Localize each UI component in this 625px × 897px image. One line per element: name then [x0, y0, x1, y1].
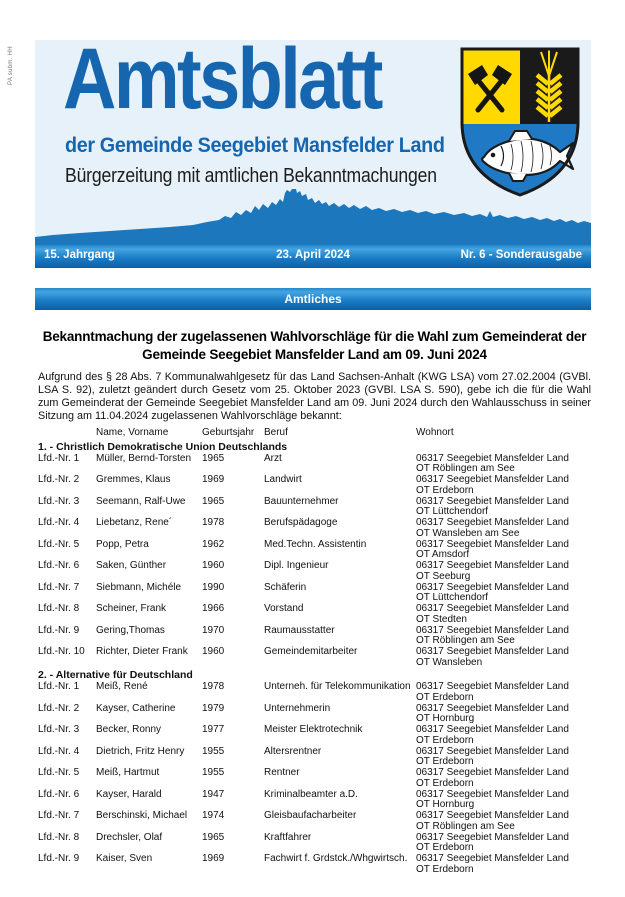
residence — [416, 725, 591, 746]
party-section-title: 1. - Christlich Demokratische Union Deutschlands — [38, 440, 288, 453]
residence-city: 06317 Seegebiet Mansfelder Land — [416, 452, 569, 464]
row-number: Lfd.-Nr. 10 — [38, 646, 85, 657]
col-header-name: Name, Vorname — [96, 427, 169, 438]
candidate-name: Müller, Bernd-Torsten — [96, 452, 192, 464]
birth-year: 1966 — [202, 603, 225, 614]
residence — [416, 604, 591, 625]
profession: Vorstand — [264, 603, 304, 614]
residence-city: 06317 Seegebiet Mansfelder Land — [416, 724, 569, 735]
residence-city: 06317 Seegebiet Mansfelder Land — [416, 603, 569, 614]
residence — [416, 768, 591, 789]
birth-year: 1974 — [202, 810, 225, 821]
birth-year: 1962 — [202, 538, 225, 550]
residence-city: 06317 Seegebiet Mansfelder Land — [416, 681, 569, 692]
table-row — [38, 626, 591, 647]
birth-year: 1969 — [202, 853, 225, 864]
candidate-name: Kayser, Catherine — [96, 702, 176, 714]
residence-district: OT Lüttchendorf — [416, 506, 489, 517]
table-row — [38, 454, 591, 475]
issue-label: Nr. 6 - Sonderausgabe — [460, 249, 582, 261]
candidate-name: Gremmes, Klaus — [96, 474, 171, 485]
table-row — [38, 790, 591, 811]
table-row — [38, 704, 591, 725]
candidate-name: Popp, Petra — [96, 538, 149, 550]
residence-city: 06317 Seegebiet Mansfelder Land — [416, 767, 569, 778]
profession: Altersrentner — [264, 745, 322, 757]
residence-district: OT Röblingen am See — [416, 463, 515, 474]
candidate-name: Gering,Thomas — [96, 624, 165, 636]
row-number: Lfd.-Nr. 7 — [38, 810, 80, 821]
residence — [416, 647, 591, 668]
residence-district: OT Erdeborn — [416, 777, 474, 789]
residence — [416, 704, 591, 725]
residence-district: OT Erdeborn — [416, 756, 474, 767]
residence — [416, 854, 591, 875]
birth-year: 1979 — [202, 702, 225, 714]
residence-city: 06317 Seegebiet Mansfelder Land — [416, 646, 569, 657]
row-number: Lfd.-Nr. 6 — [38, 560, 80, 571]
candidate-name: Scheiner, Frank — [96, 603, 167, 614]
profession: Raumausstatter — [264, 624, 335, 636]
announcement-article — [38, 328, 591, 876]
masthead — [35, 31, 591, 268]
birth-year: 1970 — [202, 624, 225, 636]
municipal-crest-icon — [455, 44, 585, 202]
residence — [416, 682, 591, 703]
residence-district: OT Seeburg — [416, 570, 471, 582]
table-row — [38, 682, 591, 703]
residence-district: OT Wansleben am See — [416, 527, 520, 539]
residence — [416, 540, 591, 561]
residence-city: 06317 Seegebiet Mansfelder Land — [416, 624, 569, 636]
residence-city: 06317 Seegebiet Mansfelder Land — [416, 517, 569, 528]
birth-year: 1955 — [202, 745, 225, 757]
table-row — [38, 725, 591, 746]
row-number: Lfd.-Nr. 8 — [38, 603, 80, 614]
row-number: Lfd.-Nr. 2 — [38, 474, 80, 485]
candidate-name: Kayser, Harald — [96, 788, 162, 800]
table-row — [38, 475, 591, 496]
profession: Fachwirt f. Grdstck./Whgwirtsch. — [264, 853, 408, 864]
announcement-title: Bekanntmachung der zugelassenen Wahlvorschläge für die Wahl zum Gemeinderat der Gemeinde Seegebiet Mansfelder Land am 09. Juni 2024 — [42, 329, 587, 362]
party-section-title: 2. - Alternative für Deutschland — [38, 669, 193, 681]
residence-city: 06317 Seegebiet Mansfelder Land — [416, 702, 569, 714]
residence-district: OT Lüttchendorf — [416, 592, 489, 603]
candidate-name: Meiß, Hartmut — [96, 767, 160, 778]
row-number: Lfd.-Nr. 9 — [38, 853, 80, 864]
residence-district: OT Hornburg — [416, 799, 475, 810]
residence — [416, 626, 591, 647]
table-row — [38, 561, 591, 582]
table-row — [38, 518, 591, 539]
table-row — [38, 768, 591, 789]
table-row — [38, 811, 591, 832]
section-bar-amtliches: Amtliches — [35, 288, 591, 310]
residence — [416, 811, 591, 832]
profession: Schäferin — [264, 581, 307, 593]
candidate-table — [38, 428, 591, 875]
residence-city: 06317 Seegebiet Mansfelder Land — [416, 810, 569, 821]
table-header-row — [38, 428, 591, 439]
row-number: Lfd.-Nr. 4 — [38, 745, 80, 757]
profession: Med.Techn. Assistentin — [264, 538, 367, 550]
row-number: Lfd.-Nr. 6 — [38, 788, 80, 800]
birth-year: 1965 — [202, 495, 225, 507]
row-number: Lfd.-Nr. 8 — [38, 831, 80, 843]
candidate-name: Drechsler, Olaf — [96, 831, 163, 843]
residence — [416, 790, 591, 811]
profession: Bauunternehmer — [264, 495, 339, 507]
residence — [416, 583, 591, 604]
row-number: Lfd.-Nr. 3 — [38, 495, 80, 507]
birth-year: 1969 — [202, 474, 225, 485]
residence-district: OT Amsdorf — [416, 549, 470, 560]
candidate-name: Berschinski, Michael — [96, 810, 188, 821]
candidate-name: Becker, Ronny — [96, 724, 162, 735]
profession: Berufspädagoge — [264, 517, 338, 528]
residence-city: 06317 Seegebiet Mansfelder Land — [416, 788, 569, 800]
residence-district: OT Wansleben — [416, 656, 483, 668]
col-spacer — [38, 428, 96, 439]
residence-district: OT Erdeborn — [416, 842, 474, 853]
profession: Rentner — [264, 767, 300, 778]
row-number: Lfd.-Nr. 2 — [38, 702, 80, 714]
profession: Kriminalbeamter a.D. — [264, 788, 358, 800]
birth-year: 1955 — [202, 767, 225, 778]
table-row — [38, 747, 591, 768]
birth-year: 1960 — [202, 646, 225, 657]
birth-year: 1977 — [202, 724, 225, 735]
profession: Unternehmerin — [264, 702, 331, 714]
residence-city: 06317 Seegebiet Mansfelder Land — [416, 745, 569, 757]
gazette-subtitle: der Gemeinde Seegebiet Mansfelder Land — [65, 133, 445, 157]
col-header-year: Geburtsjahr — [202, 427, 255, 438]
issue-info-bar — [35, 245, 591, 268]
residence-district: OT Erdeborn — [416, 484, 474, 496]
row-number: Lfd.-Nr. 4 — [38, 517, 80, 528]
town-skyline — [35, 187, 591, 245]
row-number: Lfd.-Nr. 1 — [38, 681, 80, 692]
table-row — [38, 854, 591, 875]
residence — [416, 497, 591, 518]
candidate-name: Saken, Günther — [96, 560, 167, 571]
candidate-name: Siebmann, Michéle — [96, 581, 182, 593]
row-number: Lfd.-Nr. 5 — [38, 767, 80, 778]
row-number: Lfd.-Nr. 7 — [38, 581, 80, 593]
volume-label: 15. Jahrgang — [44, 249, 115, 261]
candidate-name: Meiß, René — [96, 681, 148, 692]
profession: Meister Elektrotechnik — [264, 724, 363, 735]
residence — [416, 561, 591, 582]
profession: Landwirt — [264, 474, 302, 485]
col-header-city: Wohnort — [416, 427, 454, 438]
residence-city: 06317 Seegebiet Mansfelder Land — [416, 853, 569, 864]
residence — [416, 475, 591, 496]
table-row — [38, 583, 591, 604]
table-row — [38, 647, 591, 668]
candidate-name: Kaiser, Sven — [96, 853, 153, 864]
residence-city: 06317 Seegebiet Mansfelder Land — [416, 495, 569, 507]
residence-city: 06317 Seegebiet Mansfelder Land — [416, 831, 569, 843]
birth-year: 1960 — [202, 560, 225, 571]
residence — [416, 454, 591, 475]
residence — [416, 518, 591, 539]
table-row — [38, 497, 591, 518]
residence-district: OT Röblingen am See — [416, 820, 515, 832]
birth-year: 1978 — [202, 681, 225, 692]
table-row — [38, 604, 591, 625]
residence-district: OT Röblingen am See — [416, 635, 515, 646]
candidate-name: Seemann, Ralf-Uwe — [96, 495, 186, 507]
birth-year: 1990 — [202, 581, 225, 593]
profession: Unterneh. für Telekommunikation — [264, 681, 411, 692]
table-row — [38, 833, 591, 854]
candidate-table-body — [38, 441, 591, 876]
residence — [416, 833, 591, 854]
birth-year: 1965 — [202, 831, 225, 843]
residence-city: 06317 Seegebiet Mansfelder Land — [416, 560, 569, 571]
announcement-intro: Aufgrund des § 28 Abs. 7 Kommunalwahlgesetz für das Land Sachsen-Anhalt (KWG LSA) vom 27.02.2004 (GVBl. LSA S. 92), zuletzt geändert durch Gesetz vom 25. Oktober 2023 (GVBl. LSA S. 590), gebe ich die für die Wahl zum Gemeinderat der Gemeinde Seegebiet Mansfelder Land am 09. Juni 2024 durch den Wahlausschuss in seiner Sitzung am 11.04.2024 zugelassenen Wahlvorschläge bekannt: — [38, 371, 591, 422]
residence-district: OT Erdeborn — [416, 863, 474, 875]
profession: Arzt — [264, 452, 282, 464]
gazette-title: Amtsblatt — [63, 31, 381, 127]
birth-year: 1978 — [202, 517, 225, 528]
table-row — [38, 540, 591, 561]
profession: Dipl. Ingenieur — [264, 560, 329, 571]
profession: Gleisbaufacharbeiter — [264, 810, 357, 821]
residence-district: OT Stedten — [416, 613, 467, 625]
date-label: 23. April 2024 — [276, 249, 350, 261]
row-number: Lfd.-Nr. 9 — [38, 624, 80, 636]
birth-year: 1965 — [202, 452, 225, 464]
row-number: Lfd.-Nr. 3 — [38, 724, 80, 735]
candidate-name: Dietrich, Fritz Henry — [96, 745, 185, 757]
row-number: Lfd.-Nr. 5 — [38, 538, 80, 550]
profession: Gemeindemitarbeiter — [264, 646, 358, 657]
gazette-tagline: Bürgerzeitung mit amtlichen Bekanntmachungen — [65, 165, 437, 187]
residence-city: 06317 Seegebiet Mansfelder Land — [416, 538, 569, 550]
residence-city: 06317 Seegebiet Mansfelder Land — [416, 474, 569, 485]
residence — [416, 747, 591, 768]
birth-year: 1947 — [202, 788, 225, 800]
col-header-job: Beruf — [264, 427, 288, 438]
candidate-name: Richter, Dieter Frank — [96, 646, 188, 657]
profession: Kraftfahrer — [264, 831, 312, 843]
residence-city: 06317 Seegebiet Mansfelder Land — [416, 581, 569, 593]
residence-district: OT Hornburg — [416, 713, 475, 724]
candidate-name: Liebetanz, Rene´ — [96, 517, 173, 528]
printer-registration-note: PA subm. HH — [8, 46, 14, 85]
residence-district: OT Erdeborn — [416, 734, 474, 746]
residence-district: OT Erdeborn — [416, 691, 474, 703]
row-number: Lfd.-Nr. 1 — [38, 452, 80, 464]
